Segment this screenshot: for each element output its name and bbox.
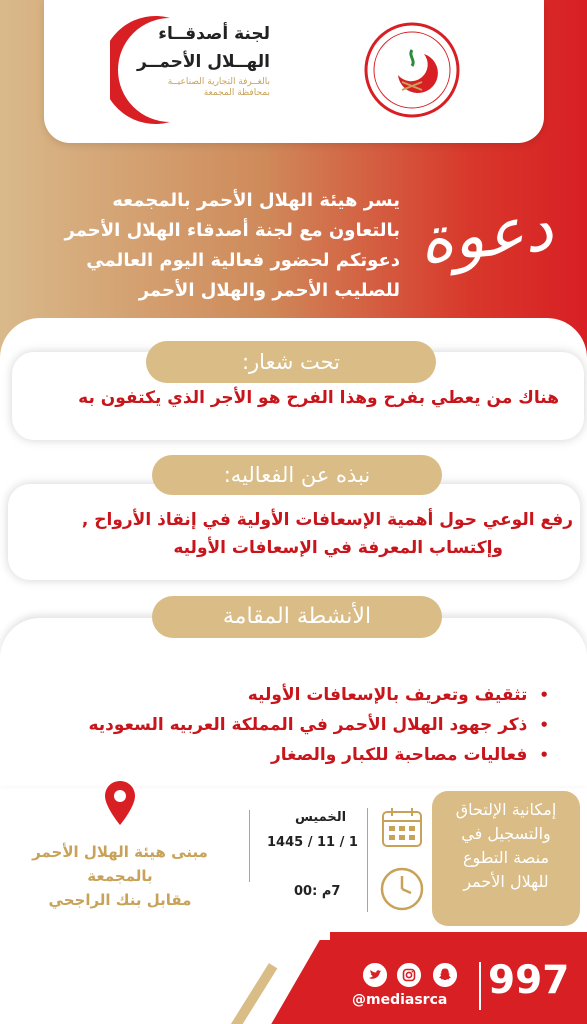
social-handle: @mediasrca — [352, 992, 448, 1008]
overview-card — [8, 484, 580, 580]
committee-name-line1: لجنة أصدقــاء — [158, 24, 270, 44]
registration-box — [432, 791, 580, 926]
activity-item: • فعاليات مصاحبة للكبار والصغار — [88, 740, 549, 770]
slogan-heading: تحت شعار: — [146, 341, 436, 383]
activity-item: • ذكر جهود الهلال الأحمر في المملكة العربيه السعوديه — [88, 710, 549, 740]
committee-name-line2: الهــلال الأحمــر — [137, 52, 270, 72]
registration-line: إمكانية الإلتحاق — [455, 800, 557, 819]
snapchat-icon[interactable] — [433, 963, 457, 987]
activities-heading: الأنشطة المقامة — [152, 596, 442, 638]
invitation-text — [20, 186, 400, 306]
activity-item: • تثقيف وتعريف بالإسعافات الأوليه — [88, 680, 549, 710]
friends-committee-logo — [110, 14, 270, 126]
invitation-line: بالتعاون مع لجنة أصدقاء الهلال الأحمر — [64, 220, 400, 241]
overview-heading: نبذه عن الفعاليه: — [152, 455, 442, 495]
location-line: مبنى هيئة الهلال الأحمر — [32, 843, 208, 861]
instagram-icon[interactable] — [397, 963, 421, 987]
event-day: الخميس — [295, 810, 347, 825]
slogan-text: هناك من يعطي بفرح وهذا الفرح هو الأجر الذي يكتفون به — [78, 388, 559, 408]
invitation-line: دعوتكم لحضور فعالية اليوم العالمي — [86, 250, 400, 271]
calendar-icon — [380, 806, 424, 850]
invitation-title: دعوة — [415, 191, 557, 279]
committee-subtitle-line1: بالغــرفة التجارية الصناعيــة — [167, 77, 270, 87]
location-line: بالمجمعة — [87, 867, 153, 885]
registration-line: للهلال الأحمر — [463, 872, 549, 891]
location-line: مقابل بنك الراجحي — [48, 891, 192, 909]
hotline-number: 997 — [488, 958, 570, 1003]
registration-line: منصة التطوع — [462, 848, 550, 867]
invitation-line: يسر هيئة الهلال الأحمر بالمجمعه — [112, 190, 400, 211]
invitation-line: للصليب الأحمر والهلال الأحمر — [138, 280, 400, 301]
social-icons — [363, 963, 473, 987]
footer-divider — [479, 962, 481, 1010]
event-time: 7م :00 — [294, 884, 341, 899]
divider — [367, 808, 368, 912]
logo-panel — [44, 0, 544, 143]
event-date: 1445 / 11 / 1 — [267, 835, 358, 850]
activities-list — [88, 680, 549, 770]
clock-icon — [378, 865, 426, 913]
saudi-red-crescent-logo-icon — [362, 20, 462, 120]
overview-line: وإكتساب المعرفة في الإسعافات الأوليه — [173, 538, 503, 558]
committee-subtitle-line2: بمحافظة المجمعة — [203, 88, 270, 98]
registration-line: والتسجيل في — [461, 824, 551, 843]
twitter-icon[interactable] — [363, 963, 387, 987]
divider — [249, 810, 250, 882]
map-pin-icon — [104, 780, 136, 826]
event-location — [14, 840, 226, 912]
overview-line: رفع الوعي حول أهمية الإسعافات الأولية في إنقاذ الأرواح , — [81, 510, 573, 530]
